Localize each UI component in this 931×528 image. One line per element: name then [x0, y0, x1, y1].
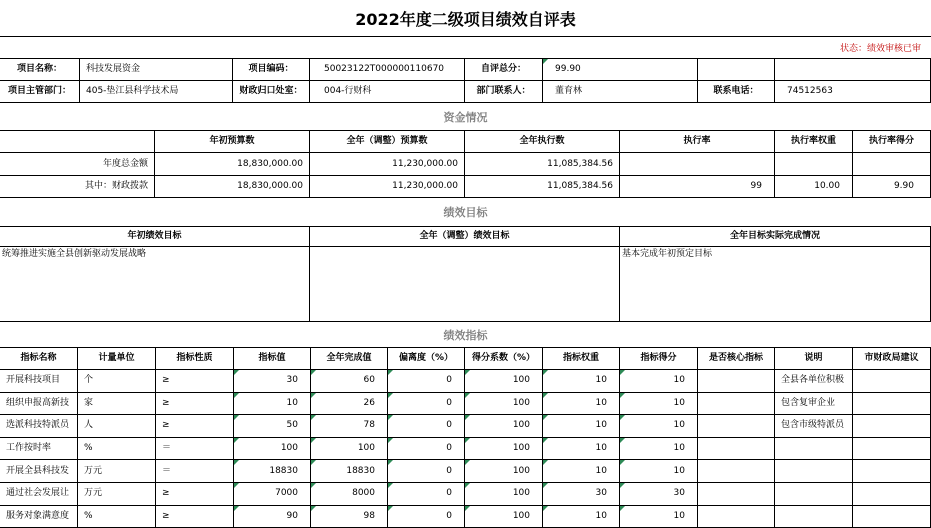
marker [465, 393, 470, 398]
indicator-nature: ≥ [156, 393, 234, 416]
indicator-unit: 个 [78, 370, 156, 393]
indicator-core [698, 460, 775, 483]
marker [234, 460, 239, 465]
table-row [0, 415, 931, 438]
indicator-done-text: 26 [363, 397, 375, 408]
indicator-unit: % [78, 438, 156, 461]
indicator-value-text: 7000 [275, 488, 298, 499]
indicator-done-text: 8000 [352, 488, 375, 499]
marker [311, 415, 316, 420]
rate-value [620, 153, 775, 176]
score-value [853, 153, 931, 176]
indicator-nature: ≥ [156, 506, 234, 528]
table-row [0, 506, 931, 528]
project-code-label: 项目编码： [233, 59, 310, 81]
indicator-value-text: 10 [286, 397, 298, 408]
project-name-label: 项目名称： [0, 59, 80, 81]
indicators-header: 得分系数（%） [465, 348, 543, 370]
marker [465, 438, 470, 443]
indicator-core [698, 438, 775, 461]
indicator-value-text: 90 [286, 510, 298, 521]
indicator-advice [853, 370, 931, 393]
funds-header: 全年（调整）预算数 [310, 131, 465, 153]
indicator-unit: 家 [78, 393, 156, 416]
indicator-done [311, 506, 388, 528]
indicator-done [311, 370, 388, 393]
indicator-core [698, 370, 775, 393]
indicator-deviation [388, 393, 465, 416]
indicator-nature: ≥ [156, 483, 234, 506]
marker [388, 506, 393, 511]
goals-content-row [0, 247, 931, 322]
adjusted-value: 11,230,000.00 [310, 176, 465, 198]
indicator-note: 包含市级特派员 [775, 415, 853, 438]
marker [388, 483, 393, 488]
indicator-value [234, 483, 311, 506]
marker [543, 506, 548, 511]
indicator-deviation [388, 370, 465, 393]
indicator-note [775, 460, 853, 483]
marker [543, 460, 548, 465]
indicator-value [234, 460, 311, 483]
marker [234, 393, 239, 398]
office-value: 004-行财科 [310, 81, 465, 103]
indicator-note: 包含复审企业 [775, 393, 853, 416]
indicator-done-text: 60 [363, 375, 375, 386]
goals-header-row [0, 227, 931, 247]
indicator-name: 选派科技特派员 [0, 415, 78, 438]
adjusted-value: 11,230,000.00 [310, 153, 465, 176]
goals-section-title: 绩效目标 [0, 198, 931, 227]
indicator-name: 组织申报高新技 [0, 393, 78, 416]
indicators-section-title: 绩效指标 [0, 322, 931, 348]
indicator-coefficient-text: 100 [512, 375, 530, 386]
indicator-coefficient [465, 438, 543, 461]
indicator-weight [543, 438, 620, 461]
indicators-header: 指标名称 [0, 348, 78, 370]
blank-cell [0, 131, 155, 153]
indicator-coefficient-text: 100 [512, 443, 530, 454]
indicator-note: 全县各单位积极 [775, 370, 853, 393]
marker [311, 460, 316, 465]
marker [311, 393, 316, 398]
indicator-weight-text: 10 [595, 397, 607, 408]
marker [311, 506, 316, 511]
indicator-done [311, 460, 388, 483]
marker [234, 415, 239, 420]
indicator-weight-text: 10 [595, 465, 607, 476]
contact-label: 部门联系人： [465, 81, 543, 103]
indicator-deviation-text: 0 [446, 443, 452, 454]
indicator-score [620, 506, 698, 528]
indicator-deviation-text: 0 [446, 465, 452, 476]
funds-row [0, 153, 931, 176]
indicator-coefficient [465, 370, 543, 393]
marker [543, 59, 548, 64]
info-row-1 [0, 59, 931, 81]
marker [620, 506, 625, 511]
indicators-header: 指标性质 [156, 348, 234, 370]
indicator-deviation [388, 483, 465, 506]
weight-value [775, 153, 853, 176]
marker [620, 370, 625, 375]
contact-value: 董育林 [543, 81, 698, 103]
indicators-header: 计量单位 [78, 348, 156, 370]
indicator-score [620, 460, 698, 483]
indicator-core [698, 415, 775, 438]
indicator-deviation-text: 0 [446, 375, 452, 386]
indicator-coefficient [465, 393, 543, 416]
indicator-value-text: 100 [280, 443, 298, 454]
indicator-done [311, 483, 388, 506]
marker [543, 393, 548, 398]
indicator-score-text: 10 [673, 510, 685, 521]
funds-header: 全年执行数 [465, 131, 620, 153]
budget-value: 18,830,000.00 [155, 153, 310, 176]
indicators-header-row [0, 348, 931, 370]
budget-value: 18,830,000.00 [155, 176, 310, 198]
indicators-header: 是否核心指标 [698, 348, 775, 370]
indicator-nature: ＝ [156, 460, 234, 483]
weight-value: 10.00 [775, 176, 853, 198]
marker [311, 483, 316, 488]
indicator-coefficient-text: 100 [512, 488, 530, 499]
indicators-header: 市财政局建议 [853, 348, 931, 370]
info-row-2 [0, 81, 931, 103]
funds-header: 执行率权重 [775, 131, 853, 153]
project-name-value: 科技发展资金 [80, 59, 233, 81]
indicator-done-text: 98 [363, 510, 375, 521]
indicator-value-text: 50 [286, 420, 298, 431]
indicator-name: 服务对象满意度 [0, 506, 78, 528]
indicator-advice [853, 460, 931, 483]
goals-header: 全年目标实际完成情况 [620, 227, 931, 247]
indicator-value [234, 415, 311, 438]
marker [543, 415, 548, 420]
indicator-deviation [388, 506, 465, 528]
marker [311, 438, 316, 443]
marker [620, 438, 625, 443]
marker [620, 415, 625, 420]
indicator-nature: ≥ [156, 370, 234, 393]
indicator-name: 工作按时率 [0, 438, 78, 461]
marker [234, 506, 239, 511]
indicator-weight-text: 10 [595, 375, 607, 386]
indicator-score [620, 438, 698, 461]
score-value: 9.90 [853, 176, 931, 198]
indicator-name: 通过社会发展让 [0, 483, 78, 506]
project-code-value: 50023122T000000110670 [310, 59, 465, 81]
indicator-score [620, 393, 698, 416]
indicator-advice [853, 483, 931, 506]
indicator-advice [853, 393, 931, 416]
indicator-score-text: 10 [673, 375, 685, 386]
indicator-deviation-text: 0 [446, 397, 452, 408]
indicator-score [620, 370, 698, 393]
marker [234, 370, 239, 375]
indicator-core [698, 483, 775, 506]
funds-header: 年初预算数 [155, 131, 310, 153]
indicator-weight-text: 10 [595, 420, 607, 431]
indicator-value [234, 506, 311, 528]
indicator-coefficient [465, 460, 543, 483]
marker [388, 393, 393, 398]
marker [543, 370, 548, 375]
indicator-unit: % [78, 506, 156, 528]
indicators-header: 说明 [775, 348, 853, 370]
indicator-core [698, 393, 775, 416]
score-value: 99.90 [543, 59, 698, 81]
phone-label: 联系电话： [698, 81, 775, 103]
indicator-core [698, 506, 775, 528]
indicator-deviation-text: 0 [446, 420, 452, 431]
executed-value: 11,085,384.56 [465, 176, 620, 198]
blank-cell [775, 59, 931, 81]
indicator-advice [853, 415, 931, 438]
indicator-weight-text: 10 [595, 443, 607, 454]
indicator-unit: 人 [78, 415, 156, 438]
goals-header: 全年（调整）绩效目标 [310, 227, 620, 247]
indicator-note [775, 438, 853, 461]
indicator-coefficient [465, 415, 543, 438]
marker [465, 370, 470, 375]
dept-label: 项目主管部门： [0, 81, 80, 103]
indicator-value-text: 18830 [269, 465, 298, 476]
marker [311, 370, 316, 375]
indicator-coefficient [465, 506, 543, 528]
funds-header: 执行率 [620, 131, 775, 153]
funds-row [0, 176, 931, 198]
executed-value: 11,085,384.56 [465, 153, 620, 176]
indicator-weight [543, 506, 620, 528]
indicators-header: 偏离度（%） [388, 348, 465, 370]
phone-value: 74512563 [775, 81, 931, 103]
indicator-deviation [388, 415, 465, 438]
indicators-header: 指标权重 [543, 348, 620, 370]
table-row [0, 483, 931, 506]
funds-section-title: 资金情况 [0, 103, 931, 131]
indicator-score-text: 10 [673, 397, 685, 408]
initial-goal-text: 统筹推进实施全县创新驱动发展战略 [0, 247, 310, 322]
indicator-unit: 万元 [78, 460, 156, 483]
indicator-advice [853, 438, 931, 461]
marker [543, 438, 548, 443]
indicator-weight-text: 10 [595, 510, 607, 521]
indicator-coefficient-text: 100 [512, 420, 530, 431]
indicator-done [311, 415, 388, 438]
indicator-advice [853, 506, 931, 528]
indicator-weight [543, 393, 620, 416]
blank-cell [698, 59, 775, 81]
office-label: 财政归口处室： [233, 81, 310, 103]
indicator-done [311, 438, 388, 461]
indicator-unit: 万元 [78, 483, 156, 506]
status-label: 状态：绩效审核已审 [839, 43, 921, 54]
indicator-value [234, 370, 311, 393]
indicators-header: 全年完成值 [311, 348, 388, 370]
indicator-deviation-text: 0 [446, 510, 452, 521]
funds-header-row [0, 131, 931, 153]
table-row [0, 460, 931, 483]
table-row [0, 438, 931, 461]
indicator-score [620, 415, 698, 438]
page-title: 2022年度二级项目绩效自评表 [0, 0, 931, 37]
marker [465, 483, 470, 488]
marker [388, 370, 393, 375]
indicator-name: 开展科技项目 [0, 370, 78, 393]
indicator-weight [543, 483, 620, 506]
funds-row-label: 年度总金额 [0, 153, 155, 176]
indicator-coefficient-text: 100 [512, 510, 530, 521]
indicator-nature: ＝ [156, 438, 234, 461]
indicator-value [234, 438, 311, 461]
indicator-score-text: 10 [673, 443, 685, 454]
goals-header: 年初绩效目标 [0, 227, 310, 247]
funds-header: 执行率得分 [853, 131, 931, 153]
indicator-nature: ≥ [156, 415, 234, 438]
marker [465, 415, 470, 420]
marker [388, 460, 393, 465]
dept-value: 405-垫江县科学技术局 [80, 81, 233, 103]
indicator-note [775, 506, 853, 528]
marker [620, 393, 625, 398]
marker [388, 415, 393, 420]
indicator-name: 开展全县科技发 [0, 460, 78, 483]
indicator-done-text: 100 [357, 443, 375, 454]
marker [543, 483, 548, 488]
indicator-score [620, 483, 698, 506]
score-label: 自评总分： [465, 59, 543, 81]
indicator-coefficient-text: 100 [512, 397, 530, 408]
indicator-coefficient-text: 100 [512, 465, 530, 476]
funds-row-label: 其中：财政拨款 [0, 176, 155, 198]
indicator-weight [543, 460, 620, 483]
indicator-done [311, 393, 388, 416]
table-row [0, 370, 931, 393]
marker [465, 506, 470, 511]
indicator-weight [543, 415, 620, 438]
indicator-deviation [388, 460, 465, 483]
indicator-note [775, 483, 853, 506]
indicators-header: 指标得分 [620, 348, 698, 370]
indicator-weight-text: 30 [595, 488, 607, 499]
indicator-score-text: 10 [673, 465, 685, 476]
indicator-score-text: 30 [673, 488, 685, 499]
marker [388, 438, 393, 443]
rate-value: 99 [620, 176, 775, 198]
indicator-done-text: 18830 [346, 465, 375, 476]
marker [234, 483, 239, 488]
indicators-header: 指标值 [234, 348, 311, 370]
marker [620, 483, 625, 488]
adjusted-goal-text [310, 247, 620, 322]
marker [465, 460, 470, 465]
marker [234, 438, 239, 443]
indicator-value-text: 30 [286, 375, 298, 386]
table-row [0, 393, 931, 416]
indicator-coefficient [465, 483, 543, 506]
marker [620, 460, 625, 465]
actual-goal-text: 基本完成年初预定目标 [620, 247, 931, 322]
indicator-deviation [388, 438, 465, 461]
indicator-weight [543, 370, 620, 393]
indicator-done-text: 78 [363, 420, 375, 431]
indicator-score-text: 10 [673, 420, 685, 431]
indicator-deviation-text: 0 [446, 488, 452, 499]
indicator-value [234, 393, 311, 416]
